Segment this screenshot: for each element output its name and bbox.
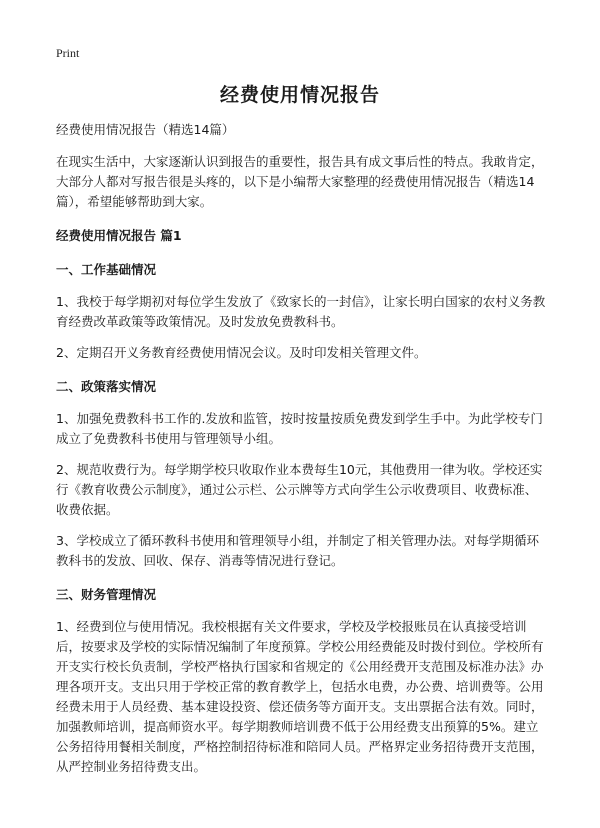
document-subtitle: 经费使用情况报告（精选14篇）	[56, 122, 235, 137]
paragraph: 2、定期召开义务教育经费使用情况会议。及时印发相关管理文件。	[56, 345, 427, 360]
document-body	[56, 120, 548, 788]
section-heading: 三、财务管理情况	[56, 587, 157, 602]
paragraph: 3、学校成立了循环教科书使用和管理领导小组，并制定了相关管理办法。对每学期循环教科书的发放、回收、保存、消毒等情况进行登记。	[56, 533, 539, 568]
section-heading: 二、政策落实情况	[56, 379, 157, 394]
print-link[interactable]: Print	[56, 46, 80, 60]
paragraph: 1、加强免费教科书工作的.发放和监管，按时按量按质免费发到学生手中。为此学校专门成立了免费教科书使用与管理领导小组。	[56, 411, 543, 446]
document-title: 经费使用情况报告	[219, 84, 380, 106]
article-heading: 经费使用情况报告 篇1	[56, 228, 182, 243]
section-heading: 一、工作基础情况	[56, 262, 157, 277]
paragraph: 1、我校于每学期初对每位学生发放了《致家长的一封信》，让家长明白国家的农村义务教育经费改革政策等政策情况。及时发放免费教科书。	[56, 294, 546, 329]
intro-paragraph: 在现实生活中，大家逐渐认识到报告的重要性，报告具有成文事后性的特点。我敢肯定，大部分人都对写报告很是头疼的，以下是小编帮大家整理的经费使用情况报告（精选14篇），希望能够帮助到大家。	[56, 154, 544, 209]
paragraph: 2、规范收费行为。每学期学校只收取作业本费每生10元，其他费用一律为收。学校还实行《教育收费公示制度》，通过公示栏、公示牌等方式向学生公示收费项目、收费标准、收费依据。	[56, 462, 543, 517]
paragraph: 1、经费到位与使用情况。我校根据有关文件要求，学校及学校报账员在认真接受培训后，按要求及学校的实际情况编制了年度预算。学校公用经费能及时拨付到位。学校所有开支实行校长负责制，学校严格执行国家和省规定的《公用经费开支范围及标准办法》办理各项开支。支出只用于学校正常的教育教学上，包括水电费，办公费、培训费等。公用经费未用于人员经费、基本建设投资、偿还债务等方面开支。支出票据合法有效。同时，加强教师培训，提高师资水平。每学期教师培训费不低于公用经费支出预算的5%。建立公务招待用餐相关制度，严格控制招待标准和陪同人员。严格界定业务招待费开支范围，从严控制业务招待费支出。	[56, 619, 544, 774]
